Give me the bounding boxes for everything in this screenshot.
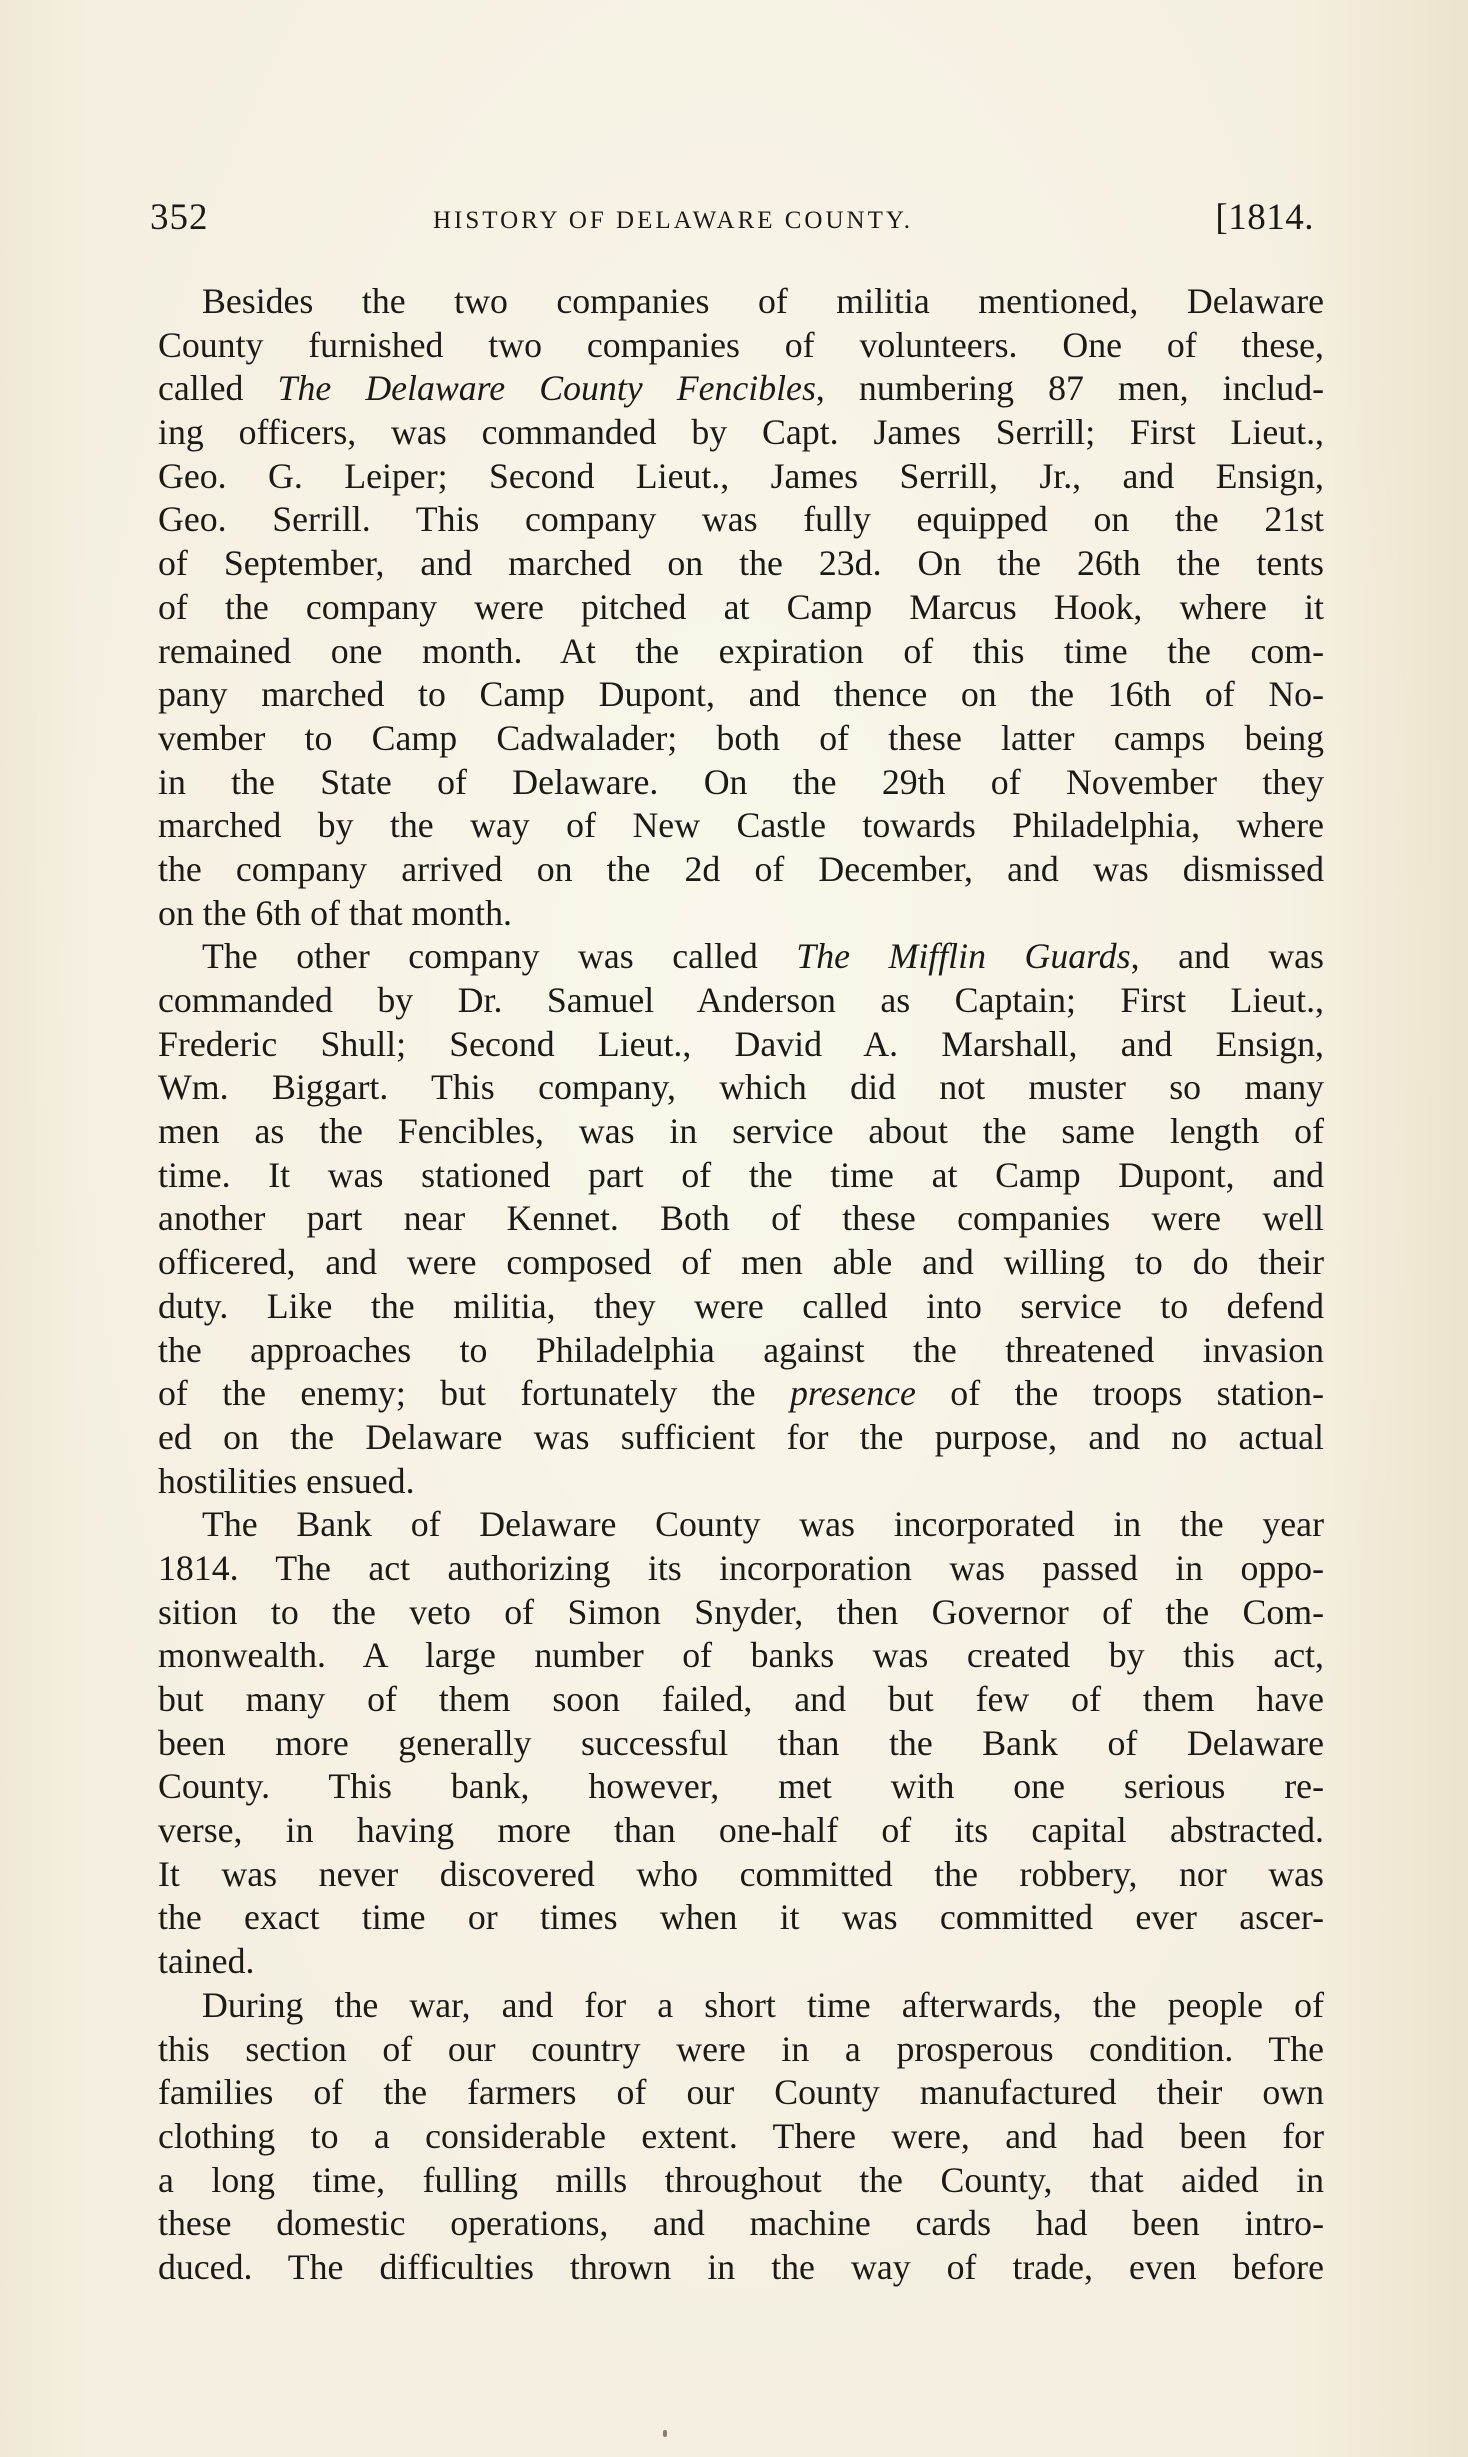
text-line: Besides the two companies of militia mentioned, Delaware	[202, 281, 1324, 321]
ink-speck	[663, 2430, 667, 2437]
text-line: families of the farmers of our County manufactured their own	[158, 2072, 1324, 2113]
text-line: pany marched to Camp Dupont, and thence on the 16th of No-	[158, 674, 1324, 715]
text-line: but many of them soon failed, and but few of them have	[158, 1679, 1324, 1719]
text-line: of September, and marched on the 23d. On the 26th the tents	[158, 543, 1324, 584]
page-header	[150, 196, 1314, 256]
header-year: [1814.	[1215, 197, 1314, 238]
text-line: the company arrived on the 2d of December, and was dismissed	[158, 848, 1324, 889]
paragraph	[158, 1984, 1324, 2290]
text-line: the exact time or times when it was committed ever ascer-	[158, 1897, 1324, 1938]
text-line: tained.	[158, 1941, 255, 1982]
text-line: officered, and were composed of men able and willing to do their	[158, 1242, 1324, 1283]
text-line: vember to Camp Cadwalader; both of these latter camps being	[158, 717, 1324, 758]
text-line: hostilities ensued.	[158, 1460, 415, 1501]
text-line: The other company was called The Mifflin Guards, and was	[202, 936, 1324, 977]
text-line: commanded by Dr. Samuel Anderson as Captain; First Lieut.,	[158, 980, 1324, 1020]
text-line: It was never discovered who committed the robbery, nor was	[158, 1853, 1324, 1894]
text-line: sition to the veto of Simon Snyder, then Governor of the Com-	[158, 1591, 1324, 1632]
text-line: County furnished two companies of volunteers. One of these,	[158, 324, 1324, 365]
paragraph	[158, 1503, 1324, 1984]
paragraph	[158, 280, 1324, 935]
text-line: The Bank of Delaware County was incorporated in the year	[202, 1504, 1324, 1545]
italic-title: The Delaware County Fencibles	[277, 368, 816, 409]
paragraph	[158, 935, 1324, 1503]
text-line: Frederic Shull; Second Lieut., David A. Marshall, and Ensign,	[158, 1023, 1324, 1064]
text-line: called The Delaware County Fencibles, numbering 87 men, includ-	[158, 368, 1324, 409]
text-line: County. This bank, however, met with one serious re-	[158, 1766, 1324, 1807]
text-line: this section of our country were in a prosperous condition. The	[158, 2028, 1324, 2069]
text-line: Geo. G. Leiper; Second Lieut., James Serrill, Jr., and Ensign,	[158, 455, 1324, 496]
text-line: in the State of Delaware. On the 29th of November they	[158, 761, 1324, 802]
text-line: on the 6th of that month.	[158, 892, 512, 933]
italic-title: The Mifflin Guards	[796, 936, 1131, 977]
text-line: time. It was stationed part of the time at Camp Dupont, and	[158, 1154, 1324, 1195]
text-line: Wm. Biggart. This company, which did not muster so many	[158, 1067, 1324, 1108]
text-line: duced. The difficulties thrown in the way of trade, even before	[158, 2246, 1324, 2287]
text-line: men as the Fencibles, was in service about the same length of	[158, 1111, 1324, 1152]
text-line: the approaches to Philadelphia against the threatened invasion	[158, 1329, 1324, 1370]
body-text	[158, 280, 1324, 2290]
text-line: monwealth. A large number of banks was created by this act,	[158, 1635, 1324, 1676]
text-line: remained one month. At the expiration of this time the com-	[158, 630, 1324, 671]
text-line: a long time, fulling mills throughout the County, that aided in	[158, 2159, 1324, 2200]
text-line: Geo. Serrill. This company was fully equipped on the 21st	[158, 499, 1324, 540]
text-line: of the company were pitched at Camp Marcus Hook, where it	[158, 586, 1324, 627]
text-line: 1814. The act authorizing its incorporation was passed in oppo-	[158, 1547, 1324, 1588]
text-line: been more generally successful than the Bank of Delaware	[158, 1722, 1324, 1763]
text-line: ed on the Delaware was sufficient for the purpose, and no actual	[158, 1416, 1324, 1457]
text-line: During the war, and for a short time afterwards, the people of	[202, 1984, 1324, 2025]
text-line: another part near Kennet. Both of these companies were well	[158, 1198, 1324, 1239]
text-line: marched by the way of New Castle towards Philadelphia, where	[158, 805, 1324, 846]
page-number: 352	[150, 197, 209, 238]
text-line: ing officers, was commanded by Capt. James Serrill; First Lieut.,	[158, 412, 1324, 453]
text-line: verse, in having more than one-half of its capital abstracted.	[158, 1810, 1324, 1851]
text-line: clothing to a considerable extent. There were, and had been for	[158, 2115, 1324, 2156]
running-title: HISTORY OF DELAWARE COUNTY.	[433, 207, 913, 234]
italic-title: presence	[789, 1373, 916, 1414]
text-line: duty. Like the militia, they were called into service to defend	[158, 1285, 1324, 1326]
text-line: of the enemy; but fortunately the presence of the troops station-	[158, 1373, 1324, 1414]
text-line: these domestic operations, and machine cards had been intro-	[158, 2203, 1324, 2244]
